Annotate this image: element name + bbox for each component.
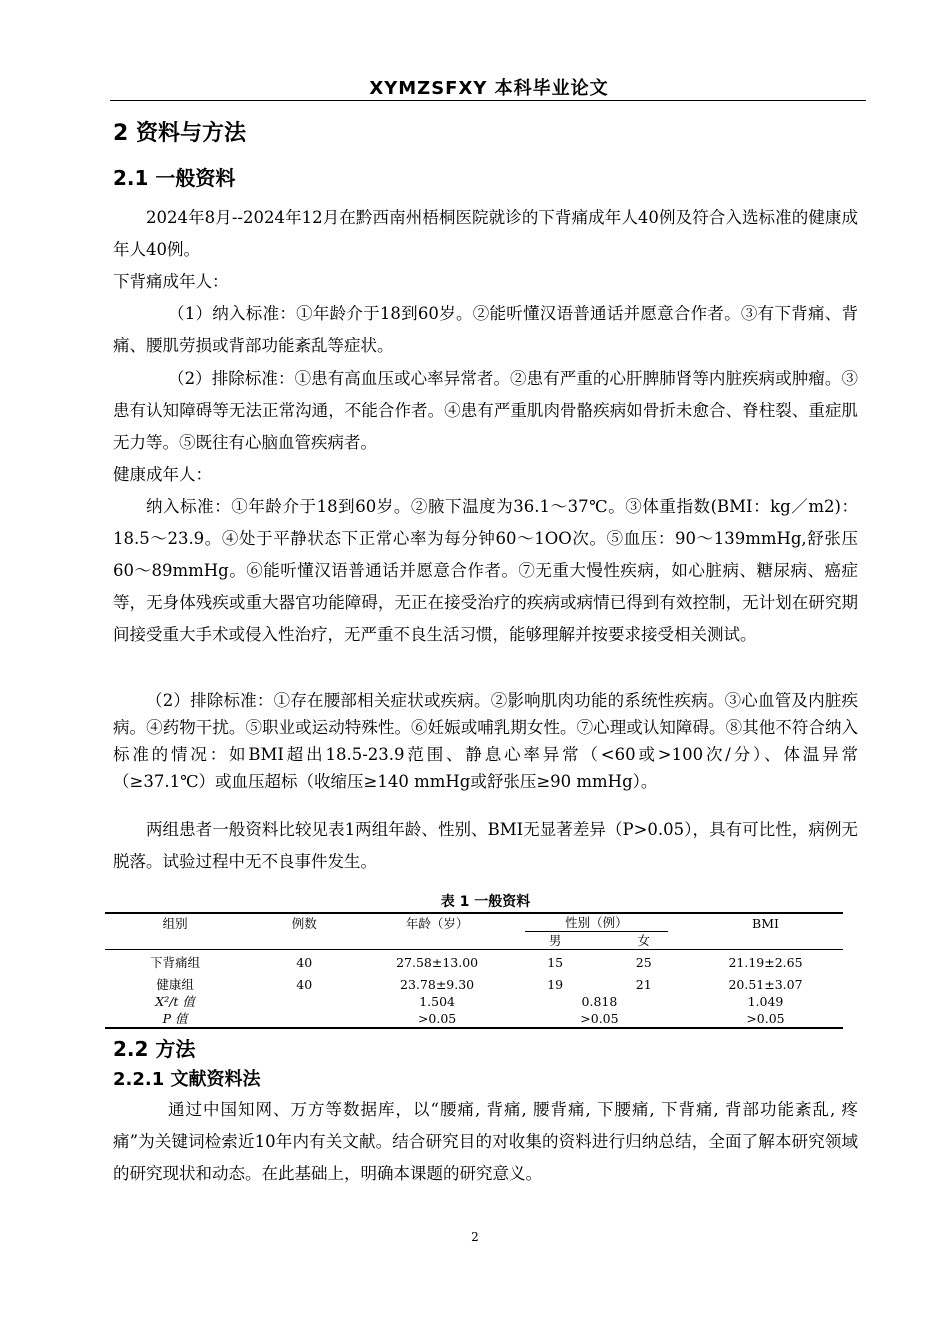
cell: 23.78±9.30 <box>400 976 475 992</box>
subsubsection-heading: 2.2.1 文献资料法 <box>113 1069 261 1090</box>
paragraph: （2）排除标准：①患有高血压或心率异常者。②患有严重的心肝脾肺肾等内脏疾病或肿瘤。③患有认知障碍等无法正常沟通，不能合作者。④患有严重肌肉骨骼疾病如骨折未愈合、脊柱裂、重症肌无力等。⑤既往有心脑血管疾病者。 <box>113 369 858 452</box>
cell: >0.05 <box>417 1010 457 1026</box>
cell: 20.51±3.07 <box>728 976 803 992</box>
cell: >0.05 <box>746 1010 785 1026</box>
table-caption: 表 1 一般资料 <box>440 894 531 910</box>
paragraph: 两组患者一般资料比较见表1两组年龄、性别、BMI无显著差异（P>0.05），具有可比性，病例无脱落。试验过程中无不良事件发生。 <box>113 820 858 871</box>
cell: 21 <box>635 976 652 992</box>
label: 下背痛成年人： <box>113 272 229 291</box>
general-data-table <box>105 912 843 1029</box>
table-row <box>105 950 843 976</box>
header-cell: 性别（例） <box>525 914 668 932</box>
subsection-heading: 2.2 方法 <box>113 1037 196 1061</box>
header-cell: BMI <box>752 915 779 931</box>
cell: >0.05 <box>580 1010 619 1026</box>
header-cell: 女 <box>637 933 650 948</box>
page-number: 2 <box>471 1230 479 1244</box>
table-wrapper <box>105 912 843 1029</box>
header-cell: 组别 <box>162 915 188 931</box>
table-row <box>105 976 843 993</box>
cell: 40 <box>296 955 313 971</box>
cell: 1.504 <box>419 993 455 1009</box>
header-cell: 年龄（岁） <box>405 915 469 931</box>
paragraph: 通过中国知网、万方等数据库，以“腰痛, 背痛, 腰背痛, 下腰痛, 下背痛, 背部功能紊乱, 疼痛”为关键词检索近10年内有关文献。结合研究目的对收集的资料进行归纳总结，全面了解本研究领域的研究现状和动态。在此基础上，明确本课题的研究意义。 <box>113 1100 858 1183</box>
paragraph: 2024年8月--2024年12月在黔西南州梧桐医院就诊的下背痛成年人40例及符合入选标准的健康成年人40例。 <box>113 208 858 259</box>
cell: P 值 <box>162 1010 188 1026</box>
table-header-row <box>105 913 843 932</box>
table-row <box>105 1010 843 1028</box>
cell: 19 <box>547 976 564 992</box>
cell: 15 <box>547 955 564 971</box>
cell: 40 <box>296 976 313 992</box>
paragraph: （1）纳入标准：①年龄介于18到60岁。②能听懂汉语普通话并愿意合作者。③有下背痛、背痛、腰肌劳损或背部功能紊乱等症状。 <box>113 304 858 355</box>
cell: 21.19±2.65 <box>728 955 803 971</box>
cell: 25 <box>635 955 652 971</box>
header-rule <box>110 100 866 101</box>
cell: 0.818 <box>581 993 618 1009</box>
paragraph: 纳入标准：①年龄介于18到60岁。②腋下温度为36.1～37℃。③体重指数(BMI：kg／m2)：18.5～23.9。④处于平静状态下正常心率为每分钟60～1OO次。⑤血压：90～139mmHg,舒张压60～89mmHg。⑥能听懂汉语普通话并愿意合作者。⑦无重大慢性疾病，如心脏病、糖尿病、癌症等，无身体残疾或重大器官功能障碍，无正在接受治疗的疾病或病情已得到有效控制，无计划在研究期间接受重大手术或侵入性治疗，无严重不良生活习惯，能够理解并按要求接受相关测试。 <box>113 497 858 644</box>
cell: 27.58±13.00 <box>396 955 479 971</box>
section-heading: 2 资料与方法 <box>113 121 246 146</box>
table-row <box>105 993 843 1010</box>
running-header: XYMZSFXY 本科毕业论文 <box>369 78 609 99</box>
header-cell: 例数 <box>291 915 317 931</box>
cell: 下背痛组 <box>150 955 201 971</box>
cell: 健康组 <box>156 976 194 992</box>
table-subheader-row <box>105 932 843 950</box>
paragraph: （2）排除标准：①存在腰部相关症状或疾病。②影响肌肉功能的系统性疾病。③心血管及内脏疾病。④药物干扰。⑤职业或运动特殊性。⑥妊娠或哺乳期女性。⑦心理或认知障碍。⑧其他不符合纳入标准的情况：如BMI超出18.5-23.9范围、静息心率异常（<60或>100次/分）、体温异常（≥37.1℃）或血压超标（收缩压≥140 mmHg或舒张压≥90 mmHg）。 <box>113 691 858 791</box>
label: 健康成年人： <box>113 465 212 484</box>
header-cell: 男 <box>548 933 562 948</box>
cell: 1.049 <box>747 993 784 1009</box>
subsection-heading: 2.1 一般资料 <box>113 166 236 190</box>
cell: X²/t 值 <box>155 993 195 1009</box>
